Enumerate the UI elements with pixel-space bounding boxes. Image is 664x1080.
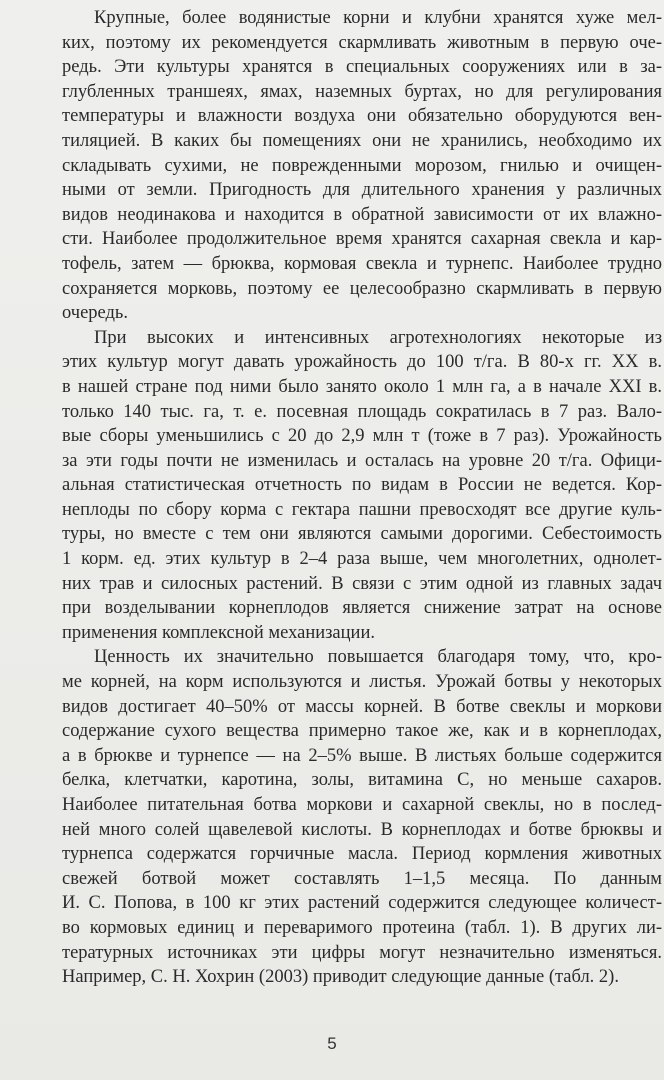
text-line: 1 корм. ед. этих культур в 2–4 раза выше, чем многолетних, однолет- bbox=[62, 549, 662, 570]
text-line: ными от земли. Пригодность для длительного хранения у различных bbox=[62, 180, 662, 201]
text-line: температуры и влажности воздуха они обязательно оборудуются вен- bbox=[62, 106, 662, 127]
text-line: неплоды по сбору корма с гектара пашни превосходят все другие куль- bbox=[62, 499, 662, 520]
text-line: Наиболее питательная ботва моркови и сахарной свеклы, но в послед- bbox=[62, 795, 662, 815]
text-line: складывать сухими, не поврежденными морозом, гнилью и очищен- bbox=[62, 155, 662, 176]
text-line: свежей ботвой может составлять 1–1,5 месяца. По данным bbox=[62, 868, 662, 889]
text-line: них трав и силосных растений. В связи с этим одной из главных задач bbox=[62, 573, 662, 594]
text-line: тофель, затем — брюква, кормовая свекла и турнепс. Наиболее трудно bbox=[62, 253, 662, 274]
text-line: только 140 тыс. га, т. е. посевная площадь сократилась в 7 раз. Вало- bbox=[62, 401, 662, 422]
text-line: тиляцией. В каких бы помещениях они не хранились, необходимо их bbox=[62, 130, 662, 151]
text-line: турнепса содержатся горчичные масла. Период кормления животных bbox=[62, 844, 662, 865]
text-line: Крупные, более водянистые корни и клубни хранятся хуже мел- bbox=[94, 8, 662, 28]
text-line: вые сборы уменьшились с 20 до 2,9 млн т (тоже в 7 раз). Урожайность bbox=[62, 426, 662, 447]
text-line: при возделывании корнеплодов является снижение затрат на основе bbox=[62, 598, 662, 619]
text-line: очередь. bbox=[62, 303, 128, 324]
text-line: И. С. Попова, в 100 кг этих растений содержится следующее количест- bbox=[62, 893, 662, 914]
text-line: сти. Наиболее продолжительное время хранятся сахарная свекла и кар- bbox=[62, 229, 662, 250]
paragraph-2 bbox=[62, 326, 662, 646]
text-line: Например, С. Н. Хохрин (2003) приводит следующие данные (табл. 2). bbox=[62, 967, 619, 988]
text-line: видов неодинакова и находится в обратной зависимости от их влажно- bbox=[62, 204, 662, 225]
text-line: за эти годы почти не изменилась и осталась на уровне 20 т/га. Офици- bbox=[62, 450, 662, 471]
page-number: 5 bbox=[327, 1034, 337, 1053]
text-line: глубленных траншеях, ямах, наземных буртах, но для регулирования bbox=[62, 81, 662, 102]
text-line: альная статистическая отчетность по видам в России не ведется. Кор- bbox=[62, 475, 662, 496]
body-text bbox=[62, 6, 662, 990]
text-line: туры, но вместе с тем они являются самыми дорогими. Себестоимость bbox=[62, 524, 662, 545]
text-line: содержание сухого вещества примерно такое же, как и в корнеплодах, bbox=[62, 721, 662, 742]
text-line: а в брюкве и турнепсе — на 2–5% выше. В листьях больше содержится bbox=[62, 745, 662, 766]
text-line: ких, поэтому их рекомендуется скармливать животным в первую оче- bbox=[62, 32, 662, 53]
text-line: применения комплексной механизации. bbox=[62, 622, 375, 643]
text-line: белка, клетчатки, каротина, золы, витамина С, но меньше сахаров. bbox=[62, 770, 662, 791]
text-line: видов достигает 40–50% от массы корней. В ботве свеклы и моркови bbox=[62, 696, 662, 717]
paragraph-1 bbox=[62, 6, 662, 326]
text-line: Ценность их значительно повышается благодаря тому, что, кро- bbox=[94, 647, 662, 668]
text-line: При высоких и интенсивных агротехнологиях некоторые из bbox=[94, 327, 662, 348]
text-line: редь. Эти культуры хранятся в специальных сооружениях или в за- bbox=[62, 57, 662, 78]
text-line: ме корней, на корм используются и листья. Урожай ботвы у некоторых bbox=[62, 672, 662, 693]
text-line: во кормовых единиц и переваримого протеина (табл. 1). В других ли- bbox=[62, 917, 662, 938]
text-line: сохраняется морковь, поэтому ее целесообразно скармливать в первую bbox=[62, 278, 662, 299]
text-line: этих культур могут давать урожайность до 100 т/га. В 80-х гг. XX в. bbox=[62, 352, 662, 373]
text-line: в нашей стране под ними было занято около 1 млн га, а в начале XXI в. bbox=[62, 376, 662, 397]
text-line: ней много солей щавелевой кислоты. В корнеплодах и ботве брюквы и bbox=[62, 819, 662, 840]
paragraph-3 bbox=[62, 645, 662, 989]
text-line: тературных источниках эти цифры могут незначительно изменяться. bbox=[62, 942, 662, 963]
